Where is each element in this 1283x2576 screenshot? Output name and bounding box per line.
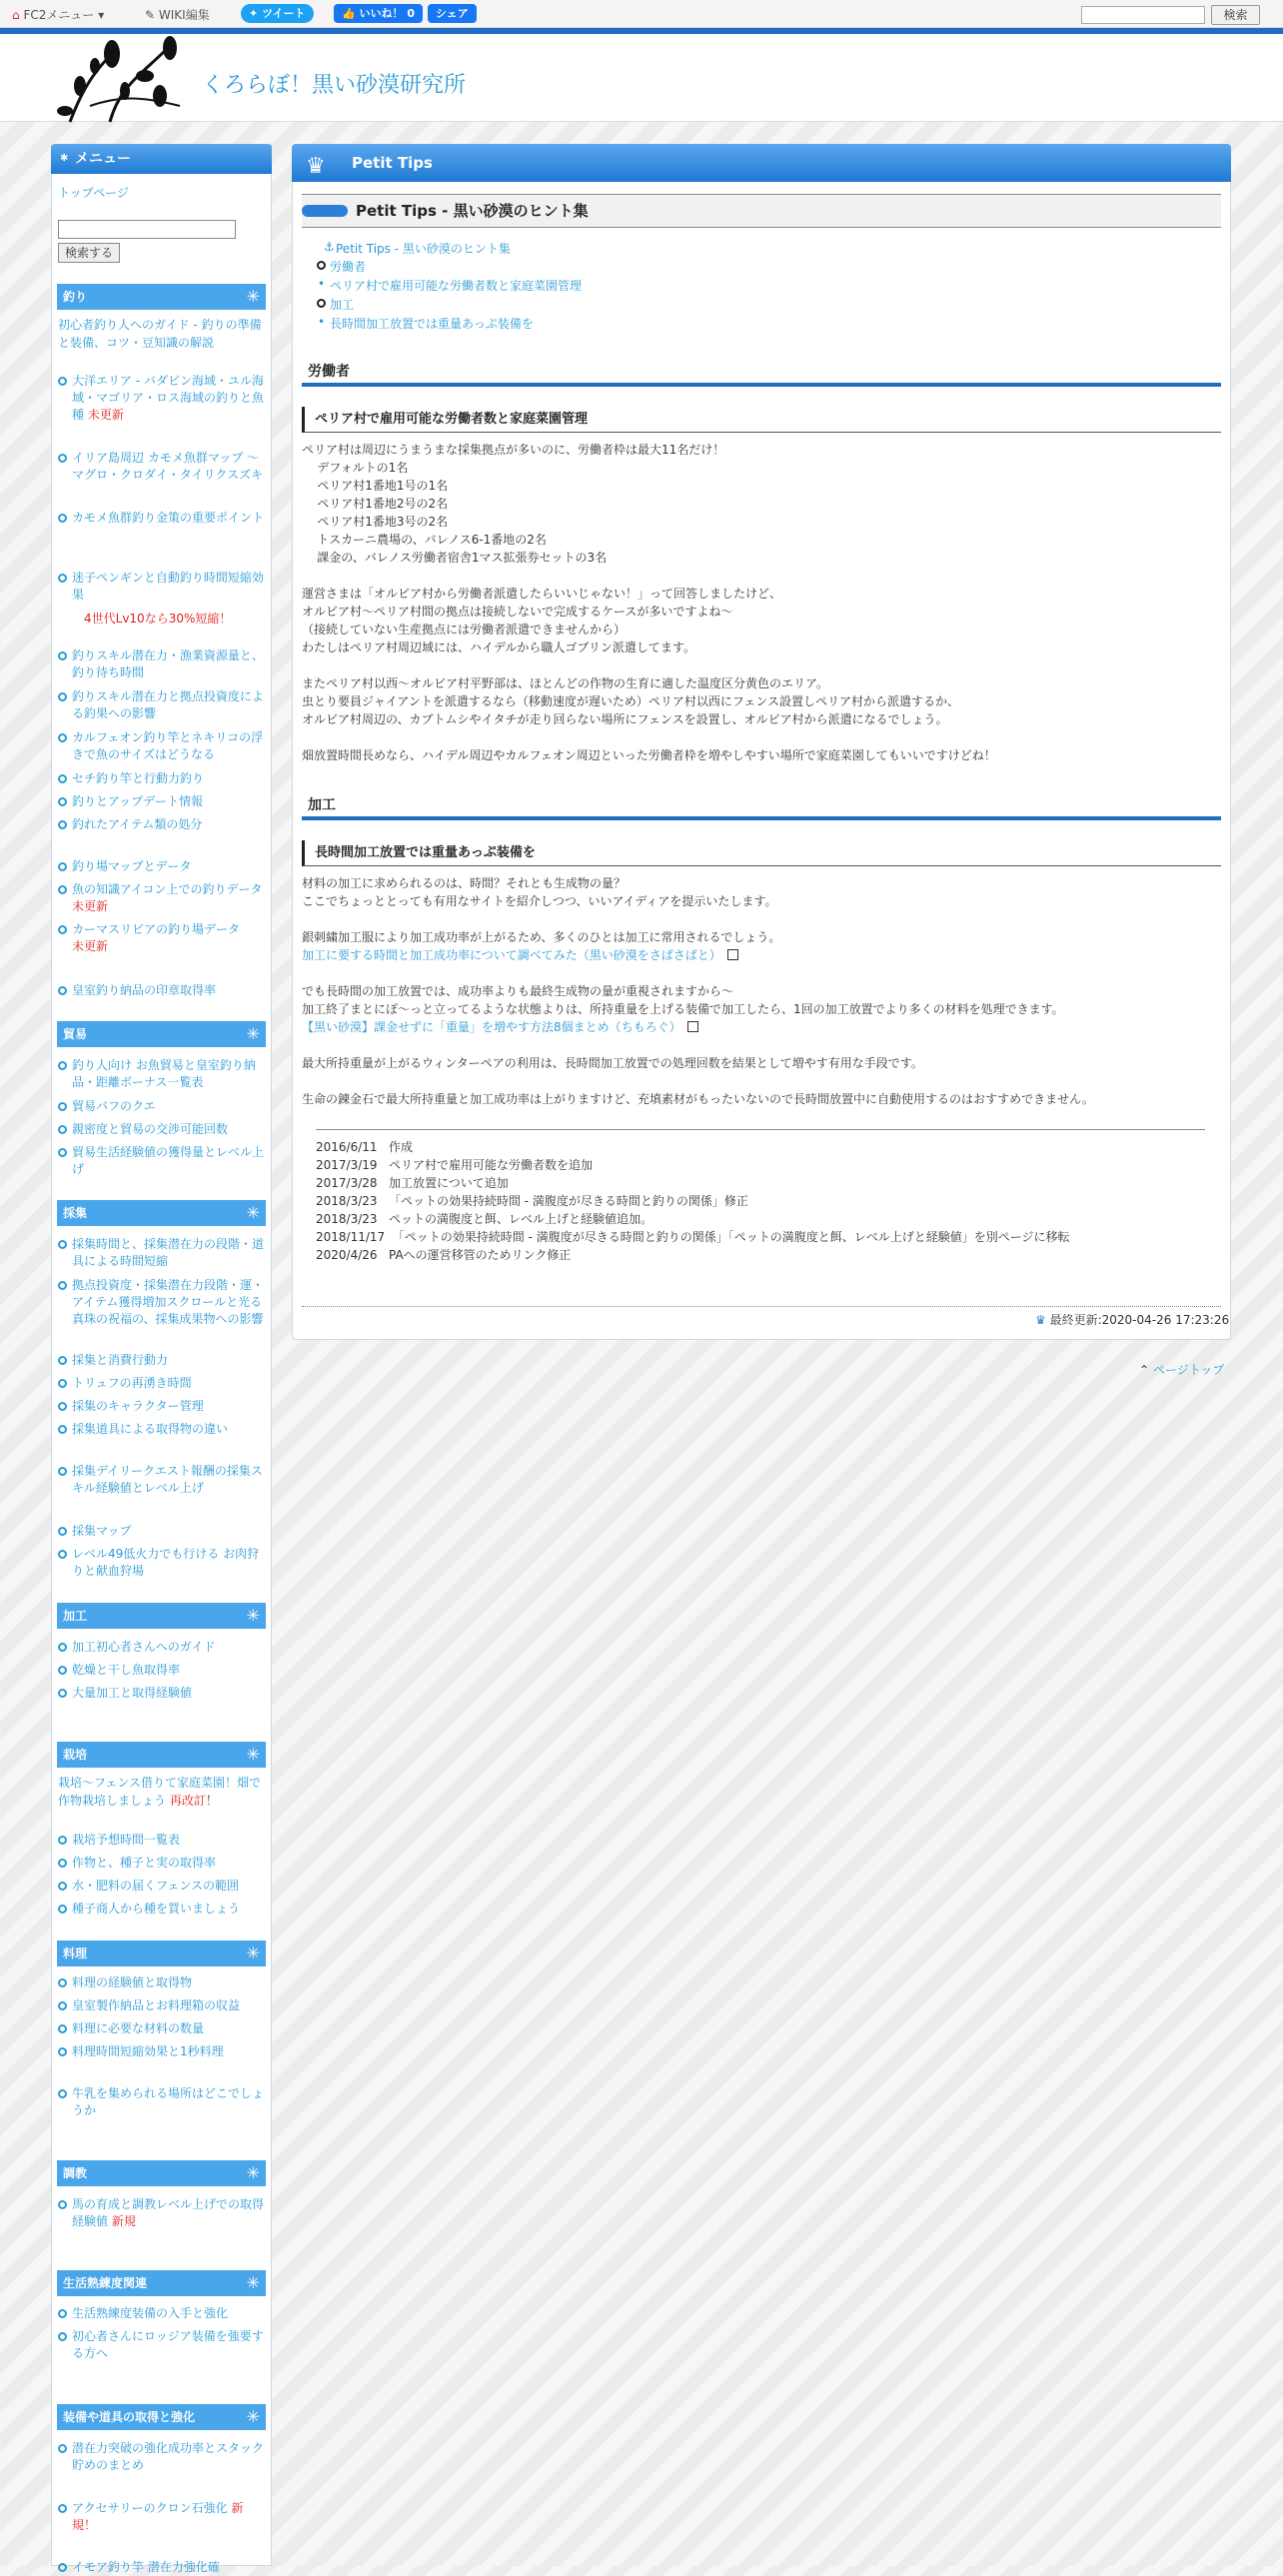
fish-hook-icon: ⚓ — [324, 240, 335, 254]
sidebar-section-horse: 調教 ✳ — [57, 2160, 266, 2186]
sidebar-item[interactable]: カーマスリビアの釣り場データ 未更新 — [58, 921, 264, 955]
sparkle-icon: ✳ — [246, 2163, 260, 2182]
sidebar-section-life-skill: 生活熟練度関連 ✳ — [57, 2270, 266, 2296]
sidebar-item[interactable]: 料理に必要な材料の数量 — [58, 2020, 264, 2037]
sidebar-item[interactable]: 採集マップ — [58, 1523, 264, 1540]
sidebar-section-farming: 栽培 ✳ — [57, 1742, 266, 1768]
like-button[interactable]: 👍 いいね！ 0 — [334, 4, 423, 23]
footer-divider — [302, 1306, 1221, 1307]
sidebar-item[interactable]: 料理の経験値と取得物 — [58, 1974, 264, 1991]
external-link-1[interactable]: 加工に要する時間と加工成功率について調べてみた（黒い砂漠をさばさばと） — [302, 946, 738, 964]
sidebar-item[interactable]: 皇室製作納品とお料理箱の収益 — [58, 1997, 264, 2014]
last-updated: ♛ 最終更新:2020-04-26 17:23:26 — [1035, 1313, 1230, 1327]
external-link-icon — [687, 1021, 698, 1032]
sidebar-item[interactable]: 採集時間と、採集潜在力の段階・道具による時間短縮 — [58, 1236, 264, 1270]
sidebar-item[interactable]: 種子商人から種を買いましょう — [58, 1901, 264, 1918]
toc-item[interactable]: ⚓ Petit Tips - 黒い砂漠のヒント集 — [324, 240, 511, 256]
sidebar-note: 4世代Lv10なら30%短縮！ — [84, 612, 232, 626]
sidebar-item[interactable]: 初心者さんにロッジア装備を強要する方へ — [58, 2328, 264, 2362]
sidebar-item[interactable]: 釣りスキル潜在力・漁業資源量と、釣り待ち時間 — [58, 647, 264, 681]
sparkle-icon: ✳ — [246, 1203, 260, 1222]
update-history: 2016/6/11 作成 2017/3/19 ペリア村で雇用可能な労働者数を追加 2017/3/28 加工放置について追加 2018/3/23 「ペットの効果持続時間 - 満腹度が尽きる時間と釣りの関係」修正 2018/3/23 ペットの満腹度と餌、レベル上げと経験値追加。 2018/11/17 「ペットの効果持続時間 - 満腹度が尽きる時間と釣りの関係」「ペットの満腹度と餌、レベル上げと経験値」を別ページに移転 2020/4/26 PAへの運営移管のためリンク修正 — [316, 1140, 1070, 1262]
site-title[interactable]: くろらぼ！黒い砂漠研究所 — [202, 73, 467, 98]
sidebar-item[interactable]: 馬の育成と調教レベル上げでの取得経験値 新規 — [58, 2196, 264, 2230]
processing-body-text-3: 最大所持重量が上がるウィンターペアの利用は、長時間加工放置での処理回数を結果として増やす有用な手段です。 生命の錬金石で最大所持重量と加工成功率は上がりますけど、充填素材がもったいないので長時間放置中に自動使用するのはおすすめできません。 — [302, 1056, 1094, 1106]
crown-small-icon: ♛ — [1035, 1313, 1046, 1327]
sparkle-icon: ✳ — [246, 287, 260, 306]
sidebar-section-gathering: 採集 ✳ — [57, 1200, 266, 1226]
page-top-link[interactable]: ⌃ ページトップ — [1139, 1363, 1225, 1377]
sidebar-item[interactable]: アクセサリーのクロン石強化 新規！ — [58, 2500, 264, 2534]
sidebar-item[interactable]: 釣れたアイテム類の処分 — [58, 816, 264, 833]
sidebar-item[interactable]: 釣り人向け お魚貿易と皇室釣り納品・距離ボーナス一覧表 — [58, 1057, 264, 1091]
sparkle-icon: ✳ — [246, 1606, 260, 1625]
sidebar-top-page-link[interactable]: トップページ — [58, 186, 129, 200]
fc2-menu[interactable]: ⌂ FC2メニュー ▾ — [12, 8, 105, 22]
sidebar-item[interactable]: 採集と消費行動力 — [58, 1352, 264, 1369]
twitter-icon: ✦ — [249, 7, 259, 20]
sidebar-item[interactable]: 大量加工と取得経験値 — [58, 1685, 264, 1702]
sidebar-item[interactable]: カルフェオン釣り竿とネキリコの浮きで魚のサイズはどうなる — [58, 729, 264, 763]
sidebar-item[interactable]: 魚の知識アイコン上での釣りデータ 未更新 — [58, 881, 264, 915]
sidebar-item[interactable]: 栽培予想時間一覧表 — [58, 1832, 264, 1849]
toc-item[interactable]: 労働者 — [330, 258, 366, 275]
section-heading-workers: 労働者 — [302, 357, 1221, 387]
home-icon: ⌂ — [12, 8, 20, 22]
sidebar-section-trade: 貿易 ✳ — [57, 1021, 266, 1047]
processing-body-text-2: でも長時間の加工放置では、成功率よりも最終生成物の量が重視されますから～ 加工終了まとにぽ～っと立ってるような状態よりは、所持重量を上げる装備で加工したら、1回の加工放置でより多くの材料を処理できます。 — [302, 984, 1064, 1016]
edit-icon: ✎ — [145, 8, 156, 22]
main-header: ♛ Petit Tips — [292, 144, 1231, 182]
sidebar-section-cooking: 料理 ✳ — [57, 1940, 266, 1966]
sidebar-item[interactable]: 迷子ペンギンと自動釣り時間短縮効果 — [58, 570, 264, 604]
sparkle-icon: ✳ — [246, 2407, 260, 2426]
processing-body-text-1: 材料の加工に求められるのは、時間？それとも生成物の量？ ここでちょっととっても有用なサイトを紹介しつつ、いいアイディアを提示いたします。 銀刺繍加工服により加工成功率が上がるため、多くのひとは加工に常用されるでしょう。 — [302, 876, 781, 944]
sidebar-search-input[interactable] — [58, 220, 236, 239]
section-heading-processing: 加工 — [302, 790, 1221, 820]
tweet-button[interactable]: ✦ ツイート — [241, 4, 314, 23]
external-link-icon — [727, 949, 738, 960]
sidebar-section-equipment: 装備や道具の取得と強化 ✳ — [57, 2404, 266, 2430]
sidebar-item[interactable]: 生活熟練度装備の入手と強化 — [58, 2305, 264, 2322]
share-button[interactable]: シェア — [428, 4, 477, 23]
page-title: Petit Tips - 黒い砂漠のヒント集 — [302, 194, 1221, 228]
sparkle-icon: ✳ — [246, 1943, 260, 1962]
sidebar-item[interactable]: 潜在力突破の強化成功率とスタック貯めのまとめ — [58, 2440, 264, 2474]
sidebar-item[interactable]: トリュフの再湧き時間 — [58, 1375, 264, 1392]
toc-item[interactable]: • 長時間加工放置では重量あっぷ装備を — [318, 315, 534, 331]
sidebar-link-farming[interactable]: 栽培～フェンス借りて家庭菜園！畑で作物栽培しましょう 再改訂！ — [58, 1776, 262, 1808]
sidebar-item[interactable]: 皇室釣り納品の印章取得率 — [58, 982, 264, 999]
sidebar-item[interactable]: イモア釣り竿 潜在力強化確 — [58, 2559, 264, 2576]
sidebar-item[interactable]: レベル49低火力でも行ける お肉狩りと献血狩場 — [58, 1546, 264, 1580]
sidebar-item[interactable]: 乾燥と干し魚取得率 — [58, 1662, 264, 1679]
site-header — [0, 34, 1283, 122]
sidebar-item[interactable]: 釣りスキル潜在力と拠点投資度による釣果への影響 — [58, 688, 264, 722]
up-arrow-icon: ⌃ — [1139, 1363, 1150, 1377]
subsection-heading-workers: ペリア村で雇用可能な労働者数と家庭菜園管理 — [302, 407, 1221, 433]
external-link-2[interactable]: 【黒い砂漠】課金せずに「重量」を増やす方法8個まとめ（ちもろぐ） — [302, 1018, 698, 1036]
sidebar-item[interactable]: 大洋エリア - バダビン海域・ユル海域・マゴリア・ロス海域の釣りと魚種 未更新 — [58, 373, 264, 424]
top-search-button[interactable]: 検索 — [1211, 5, 1260, 25]
sidebar-search-button[interactable]: 検索する — [58, 243, 120, 263]
sidebar-item[interactable]: 加工初心者さんへのガイド — [58, 1639, 264, 1656]
sidebar-item[interactable]: 釣りとアップデート情報 — [58, 793, 264, 810]
top-toolbar — [0, 0, 1283, 28]
sparkle-icon: ✳ — [246, 1745, 260, 1764]
wiki-edit-link[interactable]: ✎ WIKI編集 — [145, 8, 210, 22]
sidebar-item[interactable]: 料理時間短縮効果と1秒料理 — [58, 2043, 264, 2060]
sidebar-item[interactable]: 拠点投資度・採集潜在力段階・運・アイテム獲得増加スクロールと光る真珠の祝福の、採集成果物への影響 — [58, 1277, 264, 1328]
sidebar-item[interactable]: イリア島周辺 カモメ魚群マップ ～マグロ・クロダイ・タイリクスズキ — [58, 450, 264, 484]
sidebar-item[interactable]: 釣り場マップとデータ — [58, 858, 264, 875]
top-search-input[interactable] — [1081, 6, 1205, 24]
star-icon: ✱ — [60, 153, 69, 164]
subsection-heading-processing: 長時間加工放置では重量あっぷ装備を — [302, 840, 1221, 866]
sidebar-item[interactable]: 貿易生活経験値の獲得量とレベル上げ — [58, 1144, 264, 1178]
fish-icon — [302, 205, 348, 217]
sidebar-item[interactable]: 親密度と貿易の交渉可能回数 — [58, 1121, 264, 1138]
floral-logo-icon — [50, 36, 190, 122]
sidebar-item[interactable]: 貿易パフのクエ — [58, 1098, 264, 1115]
crown-icon: ♛ — [306, 154, 326, 179]
sidebar-section-processing: 加工 ✳ — [57, 1603, 266, 1629]
sidebar-item[interactable]: 水・肥料の届くフェンスの範囲 — [58, 1878, 264, 1895]
workers-body-text: ペリア村は周辺にうまうまな採集拠点が多いのに、労働者枠は最大11名だけ！ デフォルトの1名 ペリア村1番地1号の1名 ペリア村1番地2号の2名 ペリア村1番地3号の2名 トスカーニ農場の、バレノス6-1番地の2名 課金の、バレノス労働者宿舎1マス拡張券セットの3名 運営さまは「オルビア村から労働者派遣したらいいじゃない！」って回答しましたけど、 オルビア村～ペリア村間の拠点は接続しないで完成するケースが多いですよね～ （接続していない生産拠点には労働者派遣できませんから） わたしはペリア村周辺域には、ハイデルから職人ゴブリン派遣してます。 またペリア村以西～オルビア村平野部は、ほとんどの作物の生育に適した温度区分黄色のエリア。 虫とり要員ジャイアントを派遣するなら（移動速度が遅いため）ペリア村以西にフェンス設置しペリア村から派遣するか、 オルビア村周辺の、カブトムシやイタチが走り回らない場所にフェンスを設置し、オルビア村から派遣になるでしょう。 畑放置時間長めなら、ハイデル周辺やカルフェオン周辺といった労働者枠を増やしやすい場所で家庭菜園してもいいですけどね！ — [302, 443, 996, 762]
sidebar-item[interactable]: 牛乳を集められる場所はどこでしょうか — [58, 2085, 264, 2119]
sidebar-item[interactable]: 採集道具による取得物の違い — [58, 1421, 264, 1438]
sidebar-link-fishing-guide[interactable]: 初心者釣り人へのガイド - 釣りの準備と装備、コツ・豆知識の解説 — [58, 318, 262, 350]
sidebar-menu-header: ✱ メニュー — [51, 144, 272, 174]
sparkle-icon: ✳ — [246, 2273, 260, 2292]
sidebar-item[interactable]: 採集のキャラクター管理 — [58, 1398, 264, 1415]
sidebar-item[interactable]: 作物と、種子と実の取得率 — [58, 1855, 264, 1872]
sidebar-item[interactable]: セチ釣り竿と行動力釣り — [58, 770, 264, 787]
thumbs-up-icon: 👍 — [342, 7, 356, 20]
toc-item[interactable]: • ペリア村で雇用可能な労働者数と家庭菜園管理 — [318, 277, 583, 293]
sidebar-item[interactable]: カモメ魚群釣り金策の重要ポイント — [58, 510, 264, 527]
sidebar-section-fishing: 釣り ✳ — [57, 284, 266, 310]
sparkle-icon: ✳ — [246, 1024, 260, 1043]
history-divider — [316, 1129, 1205, 1130]
sidebar-item[interactable]: 採集デイリークエスト報酬の採集スキル経験値とレベル上げ — [58, 1463, 264, 1497]
toc-item[interactable]: 加工 — [330, 296, 354, 313]
